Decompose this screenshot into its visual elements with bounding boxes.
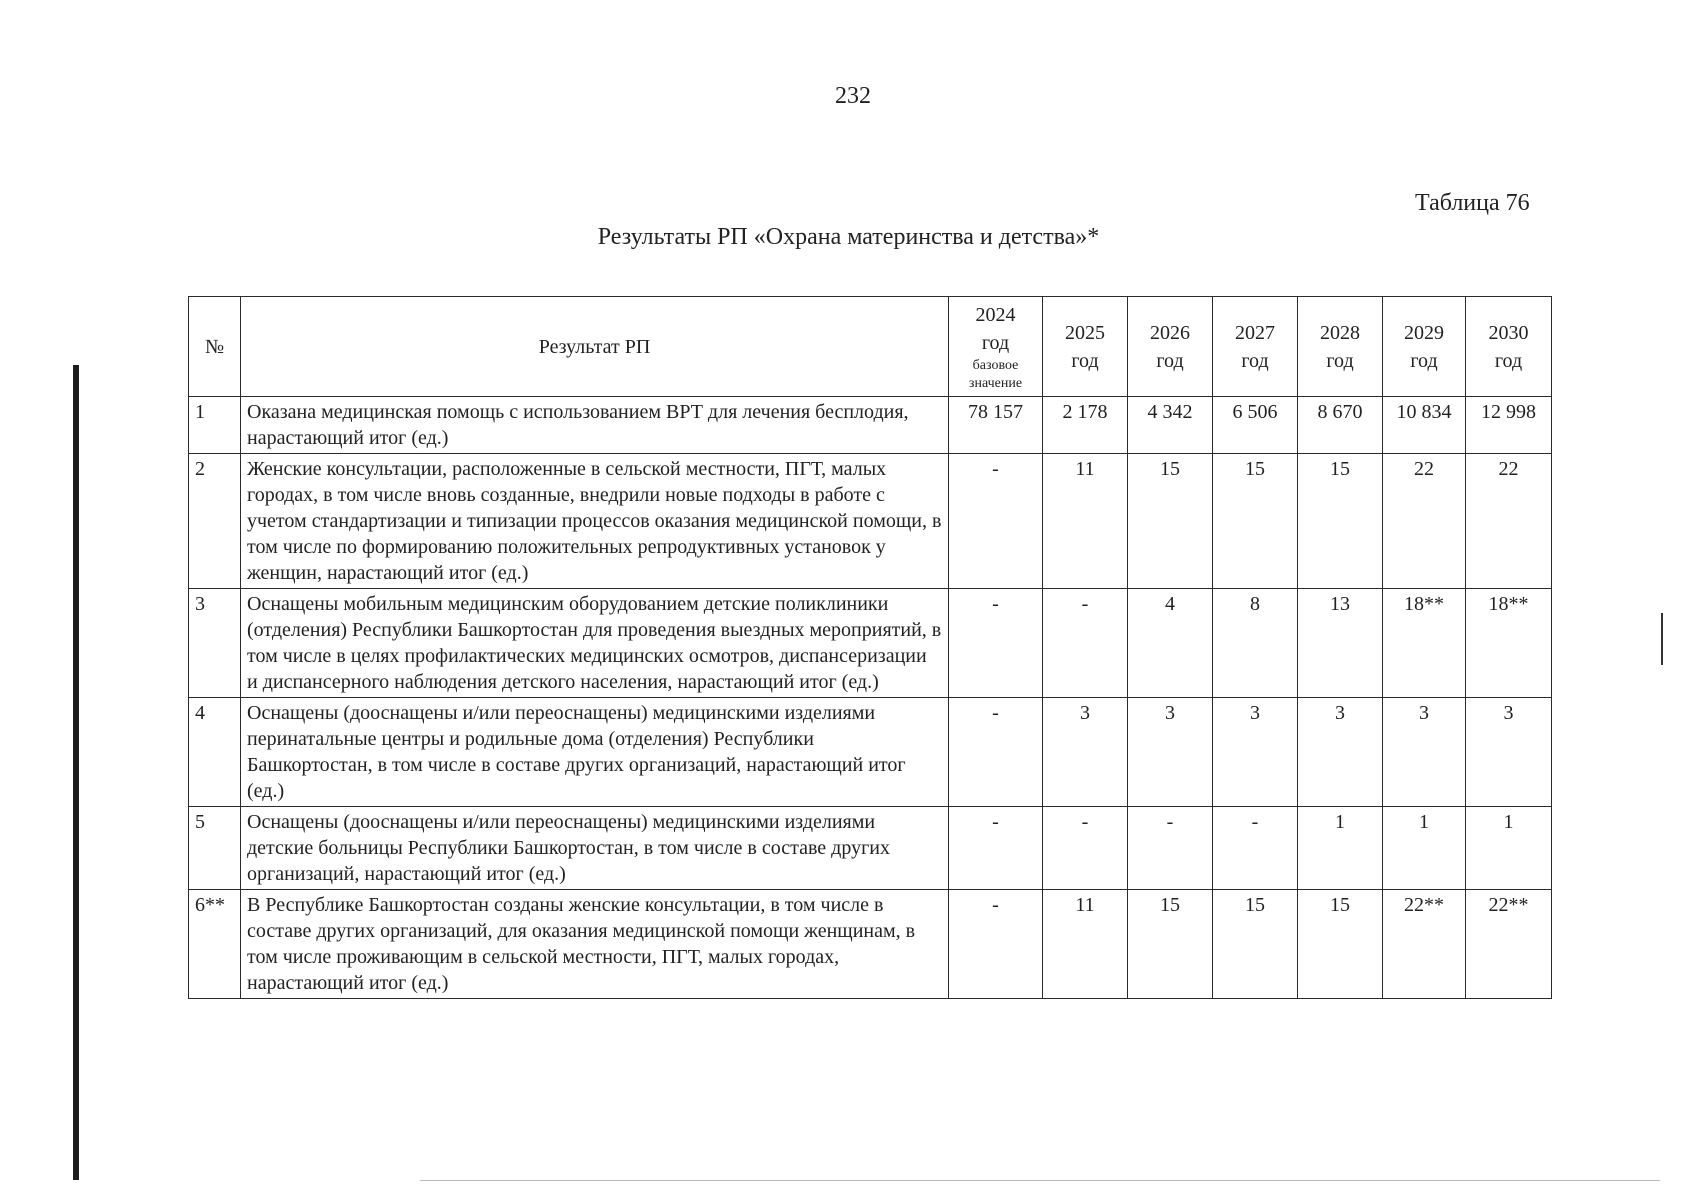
header-year-2028 xyxy=(1298,297,1383,397)
value-2027: 3 xyxy=(1213,698,1298,807)
value-2027: 15 xyxy=(1213,454,1298,589)
header-year: 2026 xyxy=(1150,321,1190,344)
value-2028: 3 xyxy=(1298,698,1383,807)
row-number: 5 xyxy=(189,807,241,890)
header-year-2029 xyxy=(1383,297,1466,397)
value-2025: 3 xyxy=(1043,698,1128,807)
header-result: Результат РП xyxy=(241,297,949,397)
value-2030: 3 xyxy=(1466,698,1552,807)
value-2027: - xyxy=(1213,807,1298,890)
row-result-text: Женские консультации, расположенные в сельской местности, ПГТ, малых городах, в том числе вновь созданные, внедрили новые подходы в работе с учетом стандартизации и типизации процессов оказания медицинской помощи, в том числе по формированию положительных репродуктивных установок у женщин, нарастающий итог (ед.) xyxy=(241,454,949,589)
header-year-unit: год xyxy=(1326,349,1354,372)
value-2026: - xyxy=(1128,807,1213,890)
row-number: 4 xyxy=(189,698,241,807)
value-2030: 18** xyxy=(1466,589,1552,698)
row-result-text: Оснащены (дооснащены и/или переоснащены) медицинскими изделиями перинатальные центры и родильные дома (отделения) Республики Башкортостан, в том числе в составе других организаций, нарастающий итог (ед.) xyxy=(241,698,949,807)
value-2030: 12 998 xyxy=(1466,397,1552,454)
value-2025: 2 178 xyxy=(1043,397,1128,454)
value-2029: 18** xyxy=(1383,589,1466,698)
value-2027: 15 xyxy=(1213,890,1298,999)
value-2024: - xyxy=(949,589,1043,698)
value-2029: 10 834 xyxy=(1383,397,1466,454)
header-year-2030 xyxy=(1466,297,1552,397)
value-2026: 15 xyxy=(1128,454,1213,589)
value-2028: 13 xyxy=(1298,589,1383,698)
page-number: 232 xyxy=(835,83,871,109)
header-year: 2030 xyxy=(1488,321,1529,344)
row-result-text: Оснащены мобильным медицинским оборудованием детские поликлиники (отделения) Республики Башкортостан для проведения выездных мероприятий, в том числе в целях профилактических медицинских осмотров, диспансеризации и диспансерного наблюдения детского населения, нарастающий итог (ед.) xyxy=(241,589,949,698)
value-2028: 1 xyxy=(1298,807,1383,890)
header-year-2024 xyxy=(949,297,1043,397)
value-2027: 6 506 xyxy=(1213,397,1298,454)
value-2024: - xyxy=(949,890,1043,999)
value-2029: 3 xyxy=(1383,698,1466,807)
value-2024: 78 157 xyxy=(949,397,1043,454)
value-2028: 8 670 xyxy=(1298,397,1383,454)
table-row xyxy=(189,807,1552,890)
scan-margin-mark xyxy=(1661,613,1663,665)
value-2024: - xyxy=(949,454,1043,589)
value-2025: 11 xyxy=(1043,454,1128,589)
row-result-text: Оказана медицинская помощь с использованием ВРТ для лечения бесплодия, нарастающий итог (ед.) xyxy=(241,397,949,454)
document-title: Результаты РП «Охрана материнства и детства»* xyxy=(597,224,1100,250)
header-year-unit: год xyxy=(1410,349,1438,372)
row-number: 2 xyxy=(189,454,241,589)
row-number: 6** xyxy=(189,890,241,999)
header-year: 2025 xyxy=(1065,321,1105,344)
header-year-unit: год xyxy=(1241,349,1269,372)
header-year-unit: год xyxy=(981,331,1010,354)
value-2026: 3 xyxy=(1128,698,1213,807)
header-year-2025 xyxy=(1043,297,1128,397)
table-row xyxy=(189,454,1552,589)
table-label: Таблица 76 xyxy=(1415,190,1530,216)
header-num: № xyxy=(189,297,241,397)
header-year: 2029 xyxy=(1404,321,1444,344)
table-header-row xyxy=(189,297,1552,397)
value-2028: 15 xyxy=(1298,454,1383,589)
row-result-text: В Республике Башкортостан созданы женские консультации, в том числе в составе других организаций, для оказания медицинской помощи женщинам, в том числе проживающим в сельской местности, ПГТ, малых городах, нарастающий итог (ед.) xyxy=(241,890,949,999)
header-year: 2024 xyxy=(975,303,1016,326)
value-2025: 11 xyxy=(1043,890,1128,999)
header-year-2026 xyxy=(1128,297,1213,397)
value-2029: 22** xyxy=(1383,890,1466,999)
scan-line-mark xyxy=(420,1180,1660,1181)
results-table xyxy=(188,296,1552,999)
value-2024: - xyxy=(949,698,1043,807)
header-year-unit: год xyxy=(1494,349,1523,372)
header-year: 2028 xyxy=(1320,321,1360,344)
table-row xyxy=(189,397,1552,454)
value-2025: - xyxy=(1043,589,1128,698)
header-base-note: базовое значение xyxy=(968,357,1023,391)
value-2029: 1 xyxy=(1383,807,1466,890)
value-2026: 15 xyxy=(1128,890,1213,999)
table-row xyxy=(189,698,1552,807)
header-year-unit: год xyxy=(1071,349,1099,372)
value-2029: 22 xyxy=(1383,454,1466,589)
value-2026: 4 342 xyxy=(1128,397,1213,454)
value-2026: 4 xyxy=(1128,589,1213,698)
value-2028: 15 xyxy=(1298,890,1383,999)
value-2030: 22** xyxy=(1466,890,1552,999)
table-row xyxy=(189,890,1552,999)
row-result-text: Оснащены (дооснащены и/или переоснащены) медицинскими изделиями детские больницы Республики Башкортостан, в том числе в составе других организаций, нарастающий итог (ед.) xyxy=(241,807,949,890)
table-row xyxy=(189,589,1552,698)
header-year-unit: год xyxy=(1156,349,1184,372)
header-year: 2027 xyxy=(1235,321,1275,344)
value-2030: 1 xyxy=(1466,807,1552,890)
value-2030: 22 xyxy=(1466,454,1552,589)
value-2027: 8 xyxy=(1213,589,1298,698)
row-number: 1 xyxy=(189,397,241,454)
row-number: 3 xyxy=(189,589,241,698)
header-year-2027 xyxy=(1213,297,1298,397)
scan-edge-mark xyxy=(73,365,79,1180)
value-2024: - xyxy=(949,807,1043,890)
value-2025: - xyxy=(1043,807,1128,890)
